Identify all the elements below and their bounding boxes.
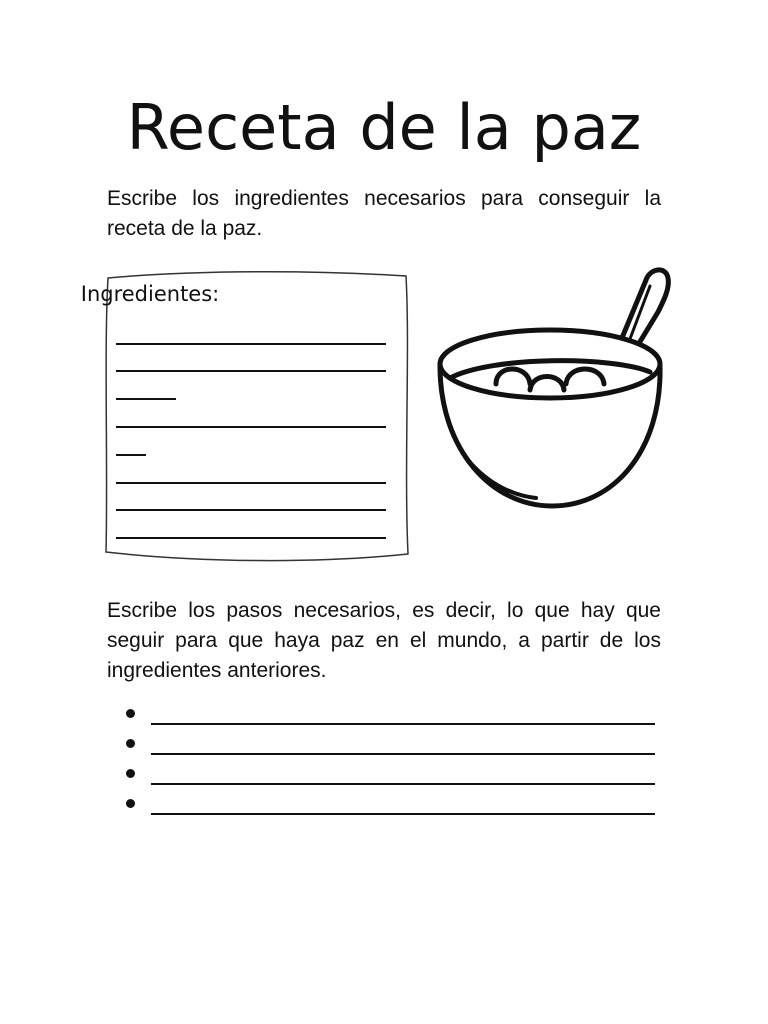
paper-frame-icon <box>104 268 414 564</box>
step-blank-line[interactable] <box>151 753 655 755</box>
step-blank-line[interactable] <box>151 723 655 725</box>
step-item <box>126 760 666 790</box>
ingredients-instructions: Escribe los ingredientes necesarios para conseguir la receta de la paz. <box>107 187 661 240</box>
step-item <box>126 700 666 730</box>
step-blank-line[interactable] <box>151 783 655 785</box>
step-item <box>126 730 666 760</box>
bullet-icon <box>126 769 135 778</box>
bowl-with-spoon-icon <box>432 260 678 521</box>
step-blank-line[interactable] <box>151 813 655 815</box>
bullet-icon <box>126 709 135 718</box>
bullet-icon <box>126 799 135 808</box>
step-item <box>126 790 666 820</box>
page-title: Receta de la paz <box>126 91 642 164</box>
steps-instructions: Escribe los pasos necesarios, es decir, lo que hay que seguir para que haya paz en el mundo, a partir de los ingredientes anteriores. <box>107 599 661 682</box>
steps-list <box>126 700 666 820</box>
ingredients-frame <box>104 268 414 564</box>
ingredients-heading: Ingredientes: <box>80 282 220 306</box>
bullet-icon <box>126 739 135 748</box>
